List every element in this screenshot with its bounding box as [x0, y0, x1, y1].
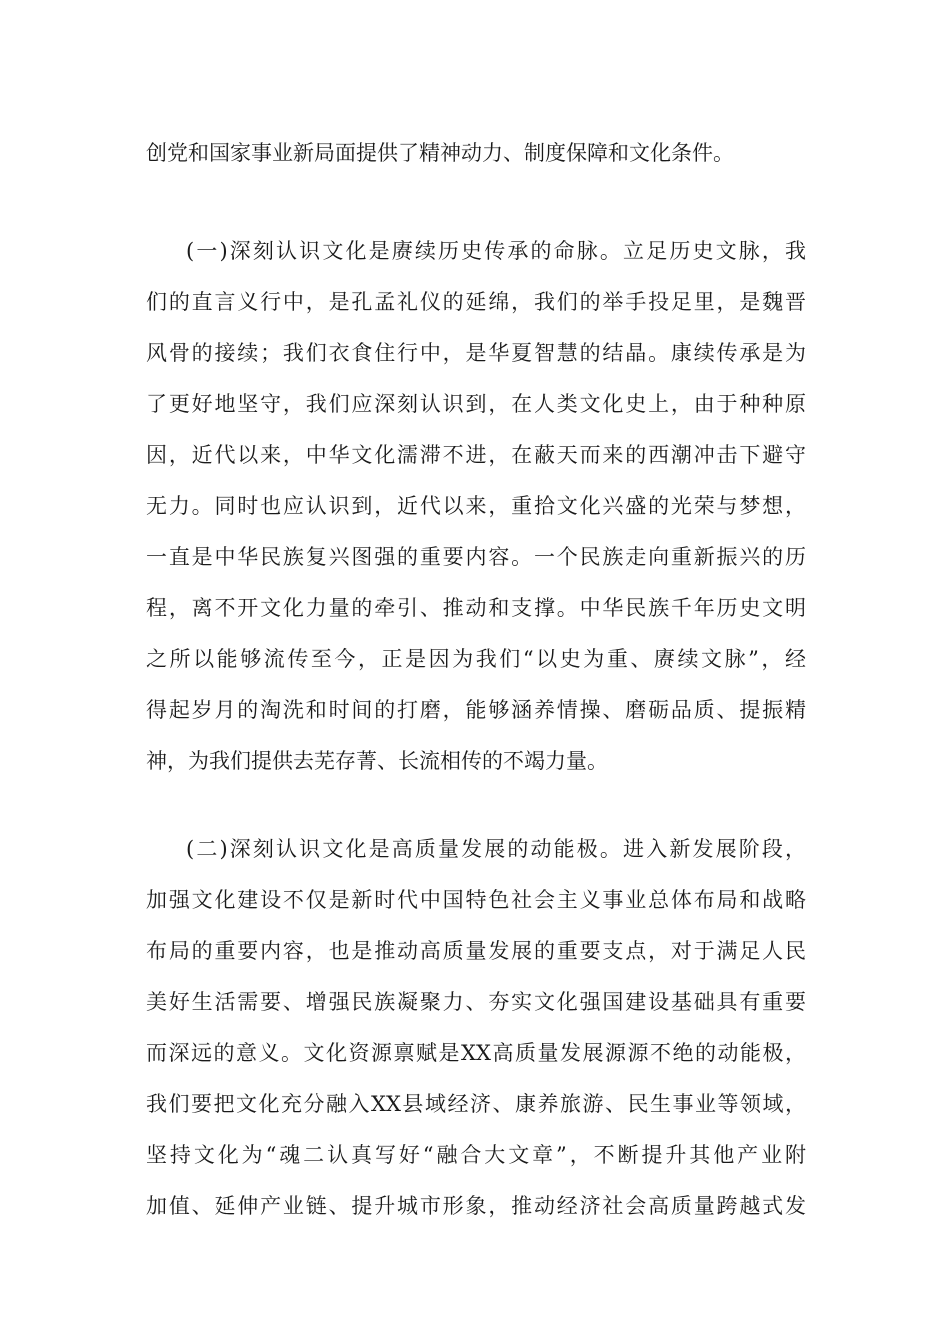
paragraph-line: 们的直言义行中，是孔孟礼仪的延绵，我们的举手投足里，是魏晋	[146, 290, 806, 314]
paragraph-line: 无力。同时也应认识到，近代以来，重拾文化兴盛的光荣与梦想，	[146, 494, 806, 518]
paragraph-line: (一)深刻认识文化是赓续历史传承的命脉。立足历史文脉，我	[186, 239, 806, 263]
paragraph-line: 因，近代以来，中华文化濡滞不进，在蔽天而来的西潮冲击下避守	[146, 443, 806, 467]
paragraph-line: 神，为我们提供去芜存菁、长流相传的不竭力量。	[146, 749, 608, 773]
paragraph-line: 加强文化建设不仅是新时代中国特色社会主义事业总体布局和战略	[146, 888, 806, 912]
paragraph-line: 一直是中华民族复兴图强的重要内容。一个民族走向重新振兴的历	[146, 545, 806, 569]
paragraph-line: 美好生活需要、增强民族凝聚力、夯实文化强国建设基础具有重要	[146, 990, 806, 1014]
paragraph-line: 之所以能够流传至今，正是因为我们“以史为重、赓续文脉”，经	[146, 647, 806, 671]
paragraph-line: 风骨的接续；我们衣食住行中，是华夏智慧的结晶。康续传承是为	[146, 341, 806, 365]
paragraph-line: 加值、延伸产业链、提升城市形象，推动经济社会高质量跨越式发	[146, 1194, 806, 1218]
paragraph-line: 创党和国家事业新局面提供了精神动力、制度保障和文化条件。	[146, 141, 734, 165]
paragraph-line: 了更好地坚守，我们应深刻认识到，在人类文化史上，由于种种原	[146, 392, 806, 416]
paragraph-line: 坚持文化为“魂二认真写好“融合大文章”，不断提升其他产业附	[146, 1143, 806, 1167]
paragraph-line: 程，离不开文化力量的牵引、推动和支撑。中华民族千年历史文明	[146, 596, 806, 620]
paragraph-line: 布局的重要内容，也是推动高质量发展的重要支点，对于满足人民	[146, 939, 806, 963]
paragraph-line: 得起岁月的淘洗和时间的打磨，能够涵养情操、磨砺品质、提振精	[146, 698, 806, 722]
paragraph-line: (二)深刻认识文化是高质量发展的动能极。进入新发展阶段，	[186, 837, 806, 861]
paragraph-line: 而深远的意义。文化资源禀赋是XX高质量发展源源不绝的动能极，	[146, 1041, 806, 1065]
paragraph-line: 我们要把文化充分融入XX县域经济、康养旅游、民生事业等领域，	[146, 1092, 806, 1116]
